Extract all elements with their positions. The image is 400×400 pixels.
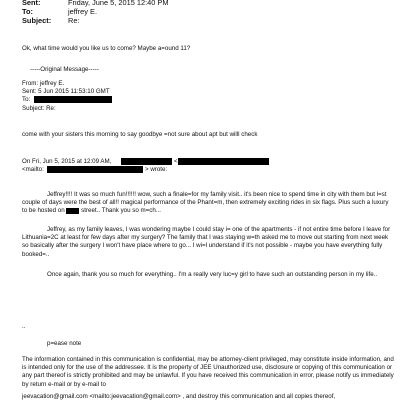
header-sent-row <box>22 0 169 7</box>
original-message-separator: -----Original Message----- <box>30 66 99 73</box>
header-to-row <box>22 8 97 16</box>
please-note: p=ease note <box>47 340 82 347</box>
sent-label: Sent: <box>22 0 41 7</box>
original-subject: Subject: Re: <box>22 105 56 112</box>
original-to <box>22 96 30 103</box>
message-text: come with your sisters this morning to say goodbye =not sure about apt but willl check <box>22 131 258 138</box>
header-subject-row <box>22 17 80 25</box>
to-value: jeffrey E. <box>68 7 98 16</box>
confidentiality-last-line: jeevacation@gmail.com <mailto:jeevacation@gmail.com> , and destroy this communication and all copies thereof, <box>22 393 336 400</box>
redacted-block <box>66 208 79 215</box>
original-to-label: To: <box>22 96 31 103</box>
quote-lt: < <box>174 158 178 165</box>
body-paragraph-2: Jeffrey, as my family leaves, I was wondering maybe I could stay i= one of the apartments - if not entire time before I leave for Lithuania=2C at least for few days after my surgery? The family that I was staying w=th asked me to move out starting from next week so basically after the surgery I won't have place where to go... I wi=l understand if it's not possible - maybe you have everything fully booked=.. <box>22 226 391 258</box>
quote-header-line <box>22 158 111 165</box>
redacted-block <box>34 96 112 103</box>
original-from: From: jeffrey E. <box>22 80 65 87</box>
subject-label: Subject: <box>22 16 52 25</box>
quote-mailto-suffix: > wrote: <box>145 166 168 173</box>
to-label: To: <box>22 7 33 16</box>
confidentiality-notice: The information contained in this communication is confidential, may be attorney-client privileged, may constitute inside information, and is intended only for the use of the addressee. It is the property of JEE Unauthorized use, disclosure or copying of this communication or any part thereof is strictly prohibited and may be unlawful. If you have received this communication in error, please notify us immediately by return e-mail or by e-mail to <box>22 356 394 388</box>
redacted-block <box>178 158 269 165</box>
subject-value: Re: <box>68 16 80 25</box>
reply-text: Ok, what time would you like us to come? Maybe a=ound 11? <box>22 45 191 52</box>
sent-value: Friday, June 5, 2015 12:40 PM <box>68 0 169 7</box>
redacted-block <box>47 166 143 173</box>
original-sent: Sent: 5 Jun 2015 11:53:10 GMT <box>22 88 110 95</box>
body-paragraph-1-part-b: street.. Thank you so m=ch... <box>81 207 161 215</box>
redacted-block <box>121 158 172 165</box>
separator-dots: .. <box>22 323 26 330</box>
quote-mailto-prefix: <mailto: <box>22 166 44 173</box>
body-paragraph-1-part-a: Jeffrey!!!! It was so much fun!!!!!! wow, such a finale=for my family visit.. it's been nice to spend time in city with them but l=st couple of days were the best of all!! magical performance of the Phant=m, then extremely exciting rides in six flags. Plus such a luxury to be hosted on <box>22 191 389 215</box>
body-paragraph-3: Once again, thank you so much for everything.. I'm a really very luc=y girl to have such an outstanding person in my life.. <box>47 271 378 278</box>
quote-mailto-line <box>22 166 44 173</box>
quote-on-prefix: On Fri, Jun 5, 2015 at 12:09 AM, <box>22 158 112 165</box>
body-paragraph-1 <box>22 191 394 216</box>
